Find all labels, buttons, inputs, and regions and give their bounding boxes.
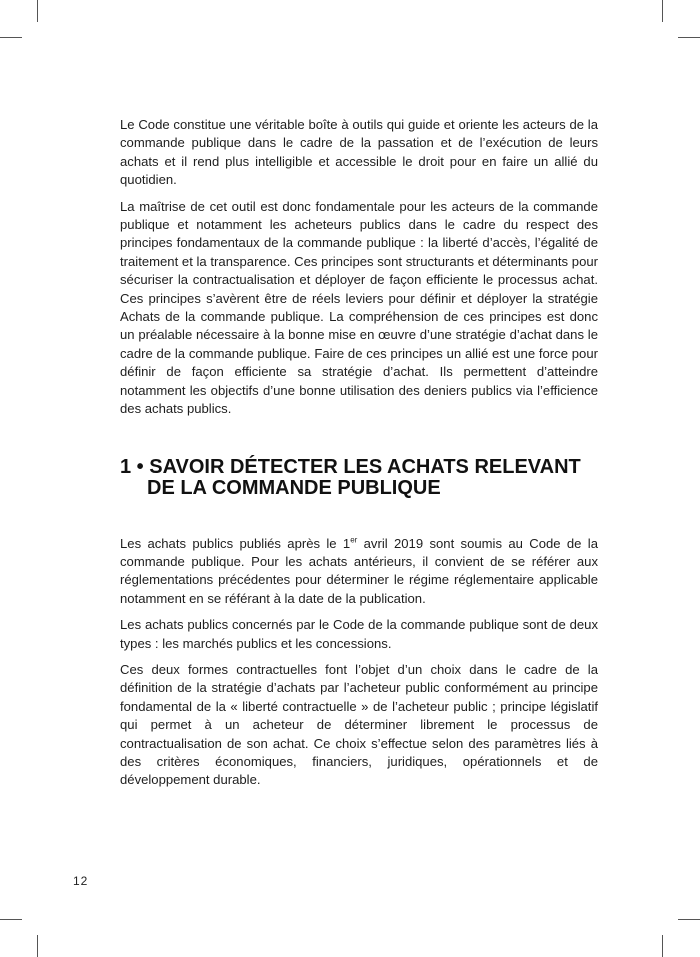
superscript-er: er [350,535,358,545]
section-paragraph-1-start: Les achats publics publiés après le 1 [120,535,351,551]
intro-paragraph-1: Le Code constitue une véritable boîte à outils qui guide et oriente les acteurs de la commande publique dans le cadre de la passation et de l’exécution de leurs achats et il rend plus intelligible et accessible le droit pour en faire un allié du quotidien. [120,117,598,188]
page-number: 12 [73,874,89,888]
section-heading-line-2: DE LA COMMANDE PUBLIQUE [147,476,441,499]
crop-mark-top-right [662,0,663,22]
section-paragraph-1-end: avril 2019 sont soumis au Code de la commande publique. Pour les achats antérieurs, il convient de se référer aux réglementations précédentes pour déterminer le régime réglementaire applicable notamment en se référant à la date de la publication. [120,535,598,606]
section-heading [120,457,598,499]
crop-mark-right-top [678,37,700,38]
section-paragraph-2: Les achats publics concernés par le Code de la commande publique sont de deux types : les marchés publics et les concessions. [120,617,598,651]
crop-mark-left-bottom [0,919,22,920]
section-paragraph-3: Ces deux formes contractuelles font l’objet d’un choix dans le cadre de la définition de la stratégie d’achats par l’acheteur public conformément au principe fondamental de la « liberté contractuelle » de l’acheteur public ; principe législatif qui permet à un acheteur de déterminer librement le processus de contractualisation de son achat. Ce choix s’effectue selon des paramètres liés à des critères économiques, financiers, juridiques, opérationnels et de développement durable. [120,661,598,788]
section-paragraph-1 [120,535,598,609]
crop-mark-left-top [0,37,22,38]
intro-paragraph-2: La maîtrise de cet outil est donc fondamentale pour les acteurs de la commande publique et notamment les acheteurs publics dans le cadre du respect des principes fondamentaux de la commande publique : la liberté d’accès, l’égalité de traitement et la transparence. Ces principes sont structurants et déterminants pour sécuriser la contractualisation et déployer de façon efficiente le processus achat. Ces principes s’avèrent être de réels leviers pour définir et déployer la stratégie Achats de la commande publique. La compréhension de ces principes est donc un préalable nécessaire à la bonne mise en œuvre d’une stratégie d’achat dans le cadre de la commande publique. Faire de ces principes un allié est une force pour définir de façon efficiente sa stratégie d’achat. Ils permettent d’atteindre notamment les objectifs d’une bonne utilisation des deniers publics via l’efficience des achats publics. [120,198,598,417]
crop-mark-right-bottom [678,919,700,920]
section-heading-line-1: 1 • SAVOIR DÉTECTER LES ACHATS RELEVANT [120,455,581,478]
crop-mark-bottom-right [662,935,663,957]
crop-mark-bottom-left [37,935,38,957]
page-content [120,116,598,798]
crop-mark-top-left [37,0,38,22]
